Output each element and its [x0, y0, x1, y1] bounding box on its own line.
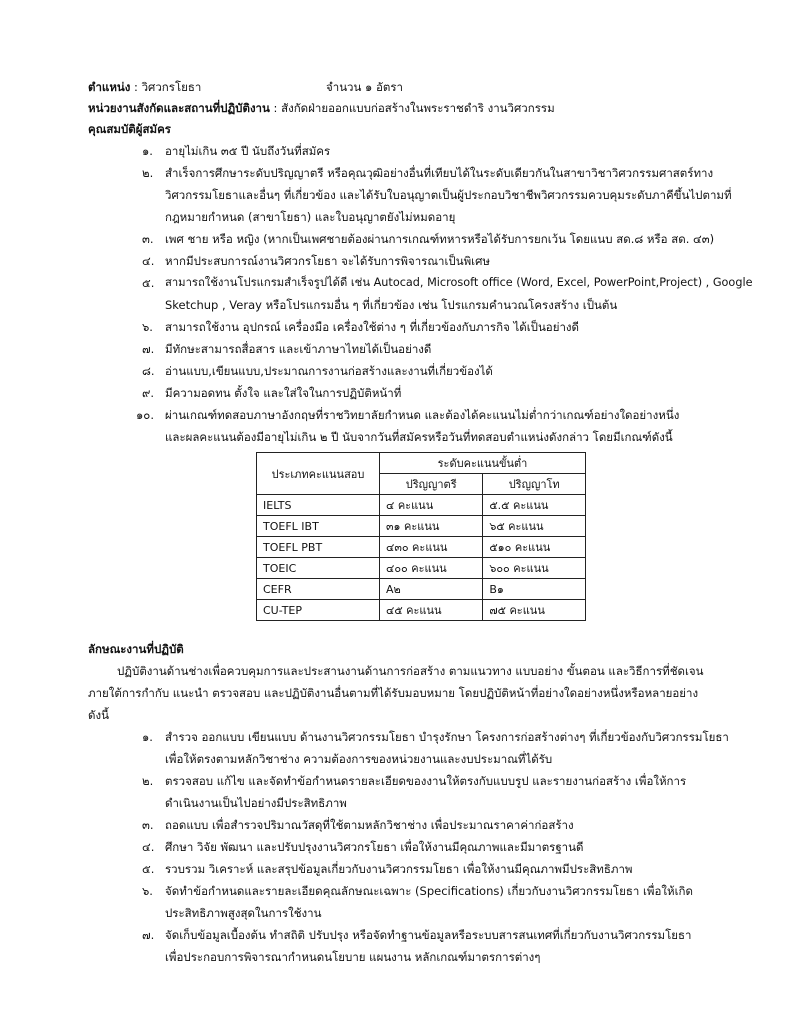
duty-num: ๓.	[142, 818, 154, 832]
master-score-cell: ๖๐๐ คะแนน	[483, 558, 586, 579]
duty-num: ๕.	[142, 862, 155, 876]
bachelor-score-cell: ๔ คะแนน	[380, 495, 483, 516]
qual-num: ๓.	[142, 232, 154, 246]
test-name-cell: TOEIC	[257, 558, 380, 579]
qual-line: อ่านแบบ,เขียนแบบ,ประมาณการงานก่อสร้างและงานที่เกี่ยวข้องได้	[165, 364, 493, 378]
master-score-cell: ๕.๕ คะแนน	[483, 495, 586, 516]
table-row	[257, 495, 586, 516]
duty-num: ๗.	[142, 928, 155, 942]
position-value: : วิศวกรโยธา	[130, 80, 202, 94]
qual-line: สามารถใช้งาน อุปกรณ์ เครื่องมือ เครื่องใช้ต่าง ๆ ที่เกี่ยวข้องกับภารกิจ ได้เป็นอย่างดี	[165, 320, 579, 334]
duty-num: ๖.	[142, 884, 153, 898]
qual-line: Sketchup , Veray หรือโปรแกรมอื่น ๆ ที่เกี่ยวข้อง เช่น โปรแกรมคำนวณโครงสร้าง เป็นต้น	[165, 298, 618, 312]
table-row	[257, 600, 586, 621]
table-row	[257, 516, 586, 537]
col-master-header: ปริญญาโท	[483, 474, 586, 495]
qual-line: สำเร็จการศึกษาระดับปริญญาตรี หรือคุณวุฒิอย่างอื่นที่เทียบได้ในระดับเดียวกันในสาขาวิชาวิศวกรรมศาสตร์ทาง	[165, 166, 714, 180]
qualifications-title: คุณสมบัติผู้สมัคร	[88, 122, 171, 136]
master-score-cell: ๕๑๐ คะแนน	[483, 537, 586, 558]
qual-num: ๒.	[142, 166, 154, 180]
master-score-cell: ๖๕ คะแนน	[483, 516, 586, 537]
position-count: จำนวน ๑ อัตรา	[326, 80, 403, 94]
duty-line: ศึกษา วิจัย พัฒนา และปรับปรุงงานวิศวกรโยธา เพื่อให้งานมีคุณภาพและมีมาตรฐานดี	[165, 840, 584, 854]
unit-line	[88, 100, 555, 116]
test-name-cell: CU-TEP	[257, 600, 380, 621]
duty-line: เพื่อประกอบการพิจารณากำหนดนโยบาย แผนงาน หลักเกณฑ์มาตรการต่างๆ	[165, 950, 541, 964]
master-score-cell: B๑	[483, 579, 586, 600]
master-score-cell: ๗๕ คะแนน	[483, 600, 586, 621]
bachelor-score-cell: ๔๐๐ คะแนน	[380, 558, 483, 579]
table-row	[257, 579, 586, 600]
qual-line: ผ่านเกณฑ์ทดสอบภาษาอังกฤษที่ราชวิทยาลัยกำหนด และต้องได้คะแนนไม่ต่ำกว่าเกณฑ์อย่างใดอย่างหนึ่ง	[165, 408, 680, 422]
qual-num: ๙.	[142, 386, 155, 400]
unit-value: : สังกัดฝ่ายออกแบบก่อสร้างในพระราชดำริ งานวิศวกรรม	[269, 101, 555, 115]
bachelor-score-cell: A๒	[380, 579, 483, 600]
qual-num: ๖.	[142, 320, 153, 334]
duty-line: รวบรวม วิเคราะห์ และสรุปข้อมูลเกี่ยวกับงานวิศวกรรมโยธา เพื่อให้งานมีคุณภาพมีประสิทธิภาพ	[165, 862, 633, 876]
qual-num: ๔.	[142, 254, 155, 268]
qual-line: วิศวกรรมโยธาและอื่นๆ ที่เกี่ยวข้อง และได้รับใบอนุญาตเป็นผู้ประกอบวิชาชีพวิศวกรรมควบคุมระดับภาคีขึ้นไปตามที่	[165, 188, 732, 202]
qual-num: ๗.	[142, 342, 155, 356]
duty-line: สำรวจ ออกแบบ เขียนแบบ ด้านงานวิศวกรรมโยธา บำรุงรักษา โครงการก่อสร้างต่างๆ ที่เกี่ยวข้องกับวิศวกรรมโยธา	[165, 730, 729, 744]
qual-num: ๕.	[142, 276, 155, 290]
col-bachelor-header: ปริญญาตรี	[380, 474, 483, 495]
duty-line: จัดทำข้อกำหนดและรายละเอียดคุณลักษณะเฉพาะ (Specifications) เกี่ยวกับงานวิศวกรรมโยธา เพื่อให้เกิด	[165, 884, 693, 898]
table-row	[257, 537, 586, 558]
duties-intro-line: ภายใต้การกำกับ แนะนำ ตรวจสอบ และปฏิบัติงานอื่นตามที่ได้รับมอบหมาย โดยปฏิบัติหน้าที่อย่างใดอย่างหนึ่งหรือหลายอย่าง	[88, 686, 699, 700]
duty-num: ๑.	[142, 730, 153, 744]
duties-intro-line: ดังนี้	[88, 708, 109, 722]
duty-line: ดำเนินงานเป็นไปอย่างมีประสิทธิภาพ	[165, 796, 347, 810]
test-name-cell: CEFR	[257, 579, 380, 600]
duties-title: ลักษณะงานที่ปฏิบัติ	[88, 642, 184, 656]
qual-line: มีความอดทน ตั้งใจ และใส่ใจในการปฏิบัติหน้าที่	[165, 386, 402, 400]
table-row	[257, 558, 586, 579]
qual-line: กฎหมายกำหนด (สาขาโยธา) และใบอนุญาตยังไม่หมดอายุ	[165, 210, 456, 224]
qual-line: มีทักษะสามารถสื่อสาร และเข้าภาษาไทยได้เป็นอย่างดี	[165, 342, 432, 356]
bachelor-score-cell: ๔๓๐ คะแนน	[380, 537, 483, 558]
table-header-row	[257, 453, 586, 474]
position-label: ตำแหน่ง	[88, 80, 131, 94]
english-score-table	[256, 452, 586, 621]
col-min-score-header: ระดับคะแนนขั้นต่ำ	[380, 453, 586, 474]
test-name-cell: IELTS	[257, 495, 380, 516]
position-line	[88, 79, 201, 95]
duty-line: เพื่อให้ตรงตามหลักวิชาช่าง ความต้องการของหน่วยงานและงบประมาณที่ได้รับ	[165, 752, 553, 766]
qual-line: สามารถใช้งานโปรแกรมสำเร็จรูปได้ดี เช่น Autocad, Microsoft office (Word, Excel, PowerPoint,Project) , Google	[165, 276, 753, 289]
qual-num: ๘.	[142, 364, 155, 378]
duty-line: จัดเก็บข้อมูลเบื้องต้น ทำสถิติ ปรับปรุง หรือจัดทำฐานข้อมูลหรือระบบสารสนเทศที่เกี่ยวกับงานวิศวกรรมโยธา	[165, 928, 692, 942]
duty-line: ตรวจสอบ แก้ไข และจัดทำข้อกำหนดรายละเอียดของงานให้ตรงกับแบบรูป และรายงานก่อสร้าง เพื่อให้การ	[165, 774, 687, 788]
duty-line: ประสิทธิภาพสูงสุดในการใช้งาน	[165, 906, 322, 920]
bachelor-score-cell: ๓๑ คะแนน	[380, 516, 483, 537]
test-name-cell: TOEFL PBT	[257, 537, 380, 558]
unit-label: หน่วยงานสังกัดและสถานที่ปฏิบัติงาน	[88, 101, 270, 115]
qual-line: อายุไม่เกิน ๓๕ ปี นับถึงวันที่สมัคร	[165, 144, 331, 158]
qual-line: หากมีประสบการณ์งานวิศวกรโยธา จะได้รับการพิจารณาเป็นพิเศษ	[165, 254, 490, 268]
col-test-type-header: ประเภทคะแนนสอบ	[257, 453, 380, 495]
qual-num: ๑.	[142, 144, 153, 158]
test-name-cell: TOEFL IBT	[257, 516, 380, 537]
qual-line: เพศ ชาย หรือ หญิง (หากเป็นเพศชายต้องผ่านการเกณฑ์ทหารหรือได้รับการยกเว้น โดยแนบ สด.๘ หรือ สด. ๔๓)	[165, 232, 715, 246]
qual-num: ๑๐.	[136, 408, 154, 422]
qual-line: และผลคะแนนต้องมีอายุไม่เกิน ๒ ปี นับจากวันที่สมัครหรือวันที่ทดสอบตำแหน่งดังกล่าว โดยมีเกณฑ์ดังนี้	[165, 430, 673, 444]
duties-intro-line: ปฏิบัติงานด้านช่างเพื่อควบคุมการและประสานงานด้านการก่อสร้าง ตามแนวทาง แบบอย่าง ขั้นตอน และวิธีการที่ชัดเจน	[117, 664, 704, 678]
bachelor-score-cell: ๔๕ คะแนน	[380, 600, 483, 621]
duty-line: ถอดแบบ เพื่อสำรวจปริมาณวัสดุที่ใช้ตามหลักวิชาช่าง เพื่อประมาณราคาค่าก่อสร้าง	[165, 818, 574, 832]
duty-num: ๒.	[142, 774, 154, 788]
duty-num: ๔.	[142, 840, 155, 854]
